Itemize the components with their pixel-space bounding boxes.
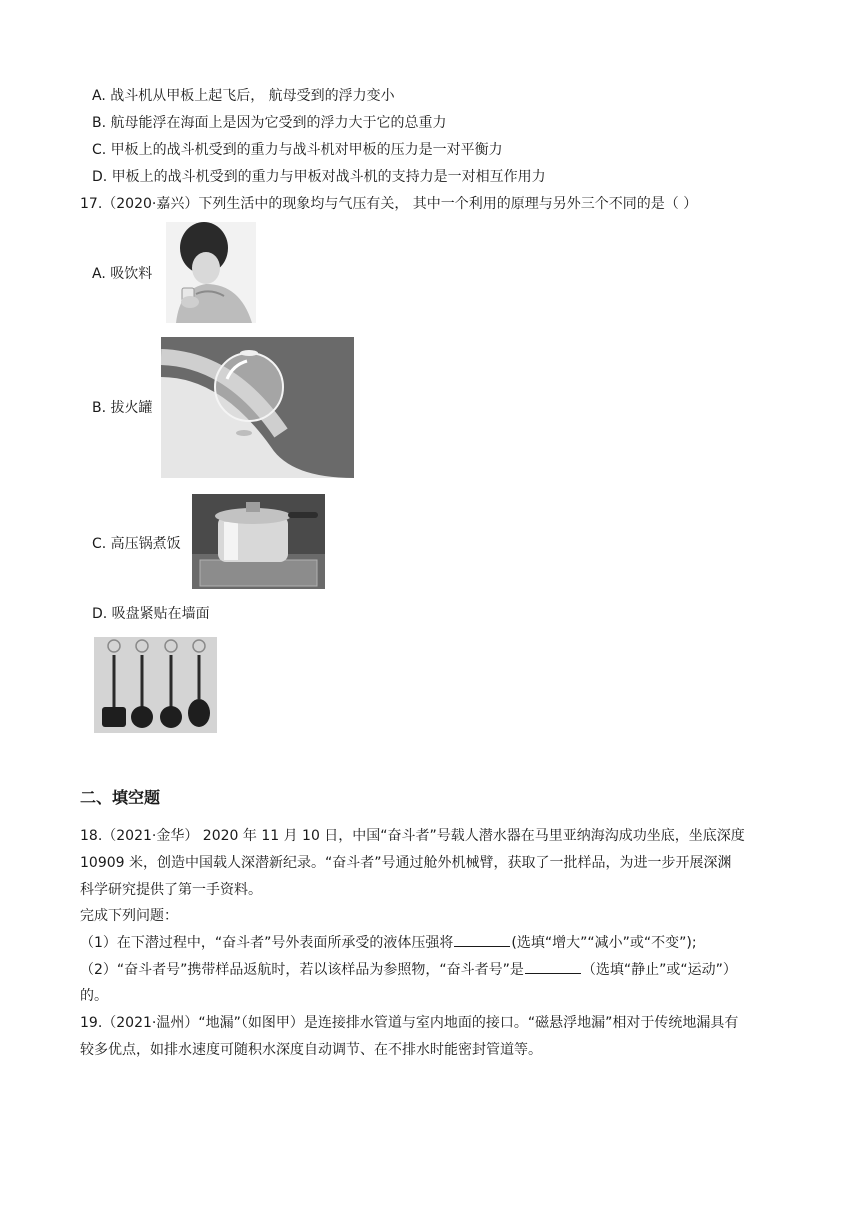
q19-line-1: 19.（2021·温州）“地漏”（如图甲）是连接排水管道与室内地面的接口。“磁悬浮地漏”相对于传统地漏具有: [80, 1015, 739, 1031]
answer-blank-2[interactable]: [525, 959, 581, 974]
q18-sub-2: [80, 959, 737, 980]
q17-stem: 17.（2020·嘉兴）下列生活中的现象均与气压有关， 其中一个利用的原理与另外三个不同的是（ ）: [80, 196, 698, 212]
q16-option-a: A. 战斗机从甲板上起飞后， 航母受到的浮力变小: [92, 88, 395, 104]
q17-option-a: A. 吸饮料: [92, 266, 153, 282]
q18-sub-1-suffix: (选填“增大”“减小”或“不变”);: [511, 935, 697, 951]
section-title: 二、填空题: [80, 788, 161, 807]
q18-line-3: 科学研究提供了第一手资料。: [80, 882, 262, 898]
q16-option-d: D. 甲板上的战斗机受到的重力与甲板对战斗机的支持力是一对相互作用力: [92, 169, 546, 185]
q17-option-d: D. 吸盘紧贴在墙面: [92, 606, 210, 622]
drinking-photo: [166, 222, 256, 323]
cupping-photo: [161, 337, 354, 478]
q18-sub-2-end: 的。: [80, 988, 108, 1004]
q16-option-c: C. 甲板上的战斗机受到的重力与战斗机对甲板的压力是一对平衡力: [92, 142, 503, 158]
q18-sub-1-prefix: （1）在下潜过程中，“奋斗者”号外表面所承受的液体压强将: [80, 935, 454, 951]
suction-cup-hooks-photo: [94, 637, 217, 733]
q18-sub-2-suffix: （选填“静止”或“运动”）: [581, 962, 737, 978]
q18-sub-1: [80, 932, 697, 953]
q16-option-b: B. 航母能浮在海面上是因为它受到的浮力大于它的总重力: [92, 115, 447, 131]
q17-option-b: B. 拔火罐: [92, 400, 153, 416]
q19-line-2: 较多优点，如排水速度可随积水深度自动调节、在不排水时能密封管道等。: [80, 1042, 542, 1058]
q18-line-1: 18.（2021·金华） 2020 年 11 月 10 日，中国“奋斗者”号载人潜水器在马里亚纳海沟成功坐底，坐底深度: [80, 828, 745, 844]
q18-line-2: 10909 米，创造中国载人深潜新纪录。“奋斗者”号通过舱外机械臂，获取了一批样品，为进一步开展深渊: [80, 855, 732, 871]
answer-blank-1[interactable]: [454, 932, 510, 947]
q18-sub-2-prefix: （2）“奋斗者号”携带样品返航时，若以该样品为参照物，“奋斗者号”是: [80, 962, 524, 978]
q17-option-c: C. 高压锅煮饭: [92, 536, 181, 552]
q18-line-4: 完成下列问题：: [80, 908, 178, 924]
pressure-cooker-photo: [192, 494, 325, 589]
